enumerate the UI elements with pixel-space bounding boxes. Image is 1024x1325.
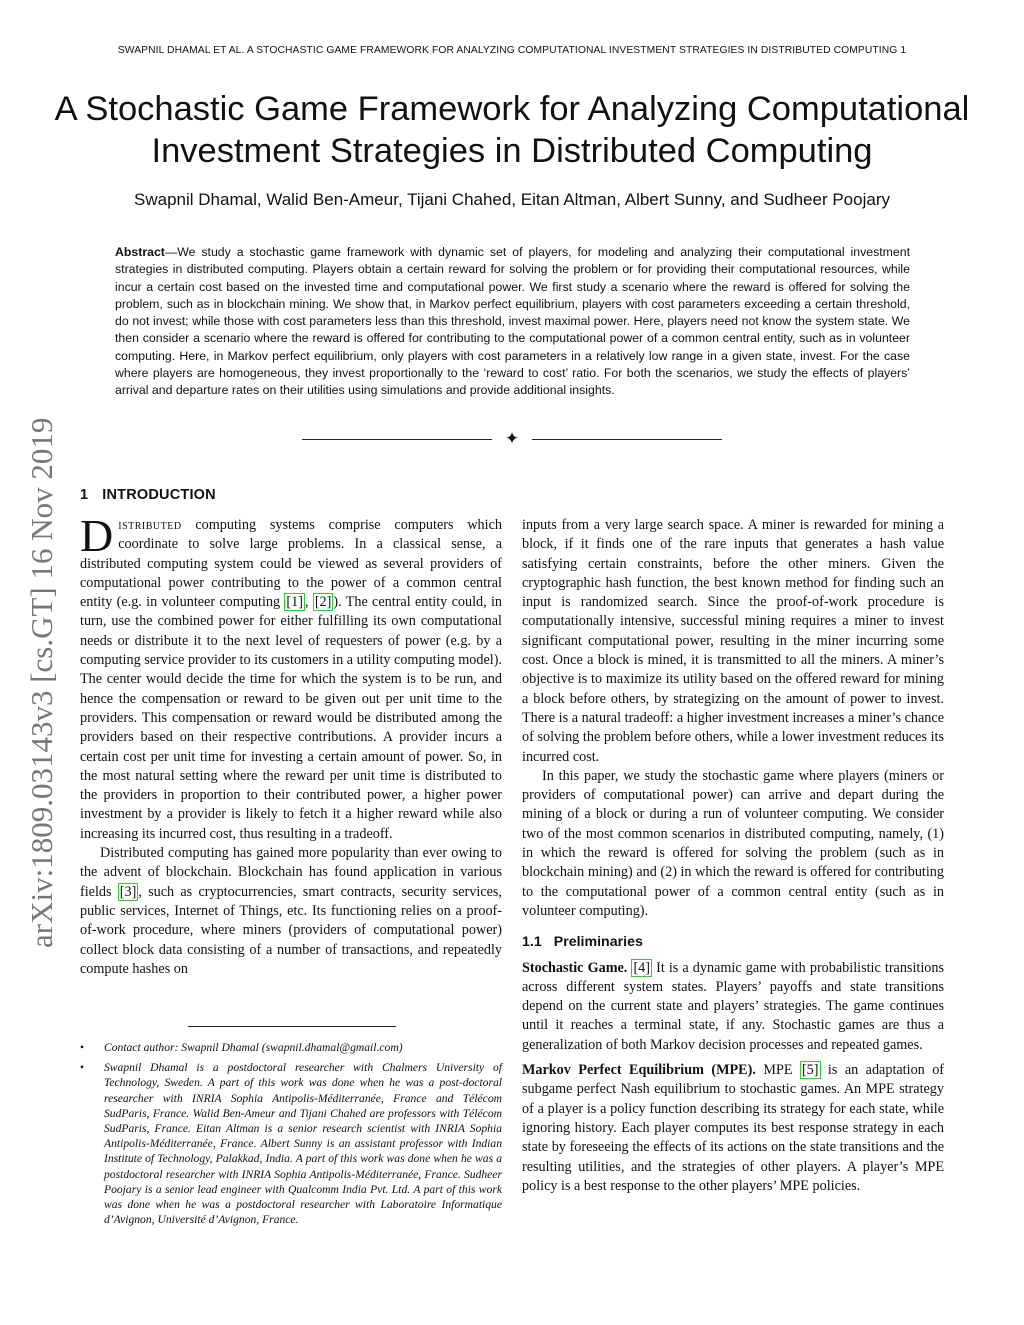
author-list: Swapnil Dhamal, Walid Ben-Ameur, Tijani Chahed, Eitan Altman, Albert Sunny, and Sudheer Poojary xyxy=(134,190,890,209)
abstract-text: —We study a stochastic game framework with dynamic set of players, for modeling and analyzing their computational investment strategies in distributed computing. Players obtain a certain reward for solving the problem or for providing their computational resources, while incur a certain cost based on the invested time and computational power. We first study a scenario where the reward is offered for solving the problem, such as in blockchain mining. We show that, in Markov perfect equilibrium, players with cost parameters exceeding a certain threshold, do not invest; while those with cost parameters less than this threshold, invest maximal power. Here, players need not know the system state. We then consider a scenario where the reward is offered for contributing to the computational power of a common central entity, such as in volunteer computing. Here, in Markov perfect equilibrium, only players with cost parameters in a relatively low range in a given state, invest. For the case where players are homogeneous, they invest proportionally to the ‘reward to cost’ ratio. For both the scenarios, we study the effects of players’ arrival and departure rates on their utilities using simulations and provide additional insights. xyxy=(115,245,910,398)
footnotes xyxy=(80,1040,502,1232)
divider-star-icon: ✦ xyxy=(504,429,520,449)
citation-link[interactable]: [1] xyxy=(286,594,303,611)
run-in-head: Markov Perfect Equilibrium (MPE). xyxy=(522,1062,756,1079)
section-heading-introduction xyxy=(80,487,216,503)
text-run: ). The central entity could, in turn, use the combined power for either fulfilling its own computational needs or distribute it to the next level of requesters of power (e.g. by a computing service provider to its customers in a utility computing model). The center would decide the time for which the system is to be run, and hence the compensation or reward to be given out per unit time to the providers. This compensation or reward would be distributed among the providers based on their respective contributions. A provider incurs a certain cost per unit time for investing a certain amount of power. So, in the most natural setting where the reward per unit time is distributed to the providers in proportion to their contributed power, a higher power investment by a provider is likely to fetch it a higher reward while also increasing its incurred cost, thus resulting in a tradeoff. xyxy=(80,594,503,842)
citation-link[interactable]: [5] xyxy=(801,1062,819,1079)
text-run: It is a dynamic game with probabilistic transitions across different system states. Players’ payoffs and state transitions depend on the current state and players’ strategies. The game continues until it reaches a terminal state, if any. Stochastic games are thus a generalization of both Markov decision processes and repeated games. xyxy=(522,959,944,1053)
text-run: Distributed computing has gained more popularity than ever owing to the advent of blockchain. Blockchain has found application in various fields xyxy=(80,845,502,900)
section-title: INTRODUCTION xyxy=(102,487,216,503)
left-column xyxy=(80,510,503,979)
divider-line-right xyxy=(532,439,722,440)
footnote-contact xyxy=(80,1040,502,1055)
drop-cap: D xyxy=(80,510,114,561)
text-run: , xyxy=(304,594,313,611)
citation-link[interactable]: [3] xyxy=(119,883,137,900)
subsection-heading-preliminaries xyxy=(522,933,944,952)
text-run: MPE xyxy=(755,1062,800,1079)
run-in-head: Stochastic Game. xyxy=(522,959,628,976)
paragraph-stochastic-game xyxy=(522,959,944,1055)
running-head: SWAPNIL DHAMAL ET AL. A STOCHASTIC GAME FRAMEWORK FOR ANALYZING COMPUTATIONAL INVESTMENT STRATEGIES IN DISTRIBUTED COMPUTING 1 xyxy=(117,45,907,56)
footnote-text: Contact author: Swapnil Dhamal (swapnil.dhamal@gmail.com) xyxy=(104,1041,403,1054)
footnote-rule xyxy=(188,1026,396,1027)
right-column xyxy=(522,516,944,1196)
text-run: computing systems comprise computers which coordinate to solve large problems. In a classical sense, a distributed computing system could be viewed as several providers of computational power contributing to the power of a common central entity (e.g. in volunteer computing xyxy=(80,517,502,611)
intro-paragraph-4: In this paper, we study the stochastic game where players (miners or providers of computational power) can arrive and depart during the mining of a block or during a run of volunteer computing. We consider two of the most common scenarios in distributed computing, namely, (1) in which the reward is offered for solving the problem (such as in blockchain mining) and (2) in which the reward is offered for contributing to the computational power of a common central entity (such as in volunteer computing). xyxy=(522,767,944,919)
footnote-affiliations xyxy=(80,1060,502,1227)
citation-link[interactable]: [4] xyxy=(633,959,650,976)
subsection-number: 1.1 xyxy=(522,934,542,951)
text-run: , such as cryptocurrencies, smart contracts, security services, public services, Internet of Things, etc. Its functioning relies on a proof-of-work procedure, where miners (providers of computational power) collect block data consisting of a number of transactions, and repeatedly compute hashes on xyxy=(80,883,502,977)
subsection-title: Preliminaries xyxy=(553,934,643,951)
abstract xyxy=(115,244,910,400)
smallcaps-word: istributed xyxy=(118,517,182,533)
divider-line-left xyxy=(302,439,492,440)
paragraph-mpe xyxy=(522,1061,944,1196)
section-divider xyxy=(302,430,722,450)
footnote-text: Swapnil Dhamal is a postdoctoral researcher with Chalmers University of Technology, Sweden. A part of this work was done when he was a post-doctoral researcher with INRIA Sophia Antipolis-Méditerranée, France and Télécom SudParis, France. Walid Ben-Ameur and Tijani Chahed are professors with Télécom SudParis, France. Eitan Altman is a senior research scientist with INRIA Sophia Antipolis-Méditerranée, France. Albert Sunny is an assistant professor with Indian Institute of Technology, Palakkad, India. A part of this work was done when he was a postdoctoral researcher with INRIA Sophia Antipolis-Méditerranée, France. Sudheer Poojary is a senior lead engineer with Qualcomm India Pvt. Ltd. A part of this work was done when he was a postdoctoral researcher with Laboratoire Informatique d’Avignon, Université d’Avignon, France. xyxy=(104,1061,502,1227)
title-line-1: A Stochastic Game Framework for Analyzing Computational xyxy=(54,90,970,128)
arxiv-identifier: arXiv:1809.03143v3 [cs.GT] 16 Nov 2019 xyxy=(24,417,59,948)
title-line-2: Investment Strategies in Distributed Computing xyxy=(151,132,873,170)
paper-title xyxy=(40,88,984,172)
intro-paragraph-2 xyxy=(80,844,502,979)
intro-paragraph-3: inputs from a very large search space. A miner is rewarded for mining a block, if it finds one of the rare inputs that generates a hash value satisfying certain constraints, before the other miners. Given the cryptographic hash function, the best known method for finding such an input is randomized search. Since the proof-of-work procedure is computationally intensive, successful mining requires a miner to invest significant computational power, resulting in the miner incurring some cost. Once a block is mined, it is transmitted to all the miners. A miner’s objective is to maximize its utility based on the offered reward for mining a block before others, by strategizing on the amount of power to invest. There is a natural tradeoff: a higher investment increases a miner’s chance of solving the problem before others, while a lower investment reduces its incurred cost. xyxy=(522,517,944,765)
bullet-icon: • xyxy=(80,1041,85,1054)
text-run: is an adaptation of subgame perfect Nash equilibrium to stochastic games. An MPE strategy of a player is a policy function describing its strategy for each state, while ignoring history. Each player computes its best response strategy in each state by foreseeing the effects of its actions on the state transitions and the resulting utilities, and the strategies of other players. A player’s MPE policy is a best response to the other players’ MPE policies. xyxy=(522,1062,945,1194)
bullet-icon: • xyxy=(80,1061,85,1075)
citation-link[interactable]: [2] xyxy=(314,594,332,611)
abstract-label: Abstract xyxy=(115,245,165,259)
section-number: 1 xyxy=(80,487,89,503)
intro-paragraph-1 xyxy=(80,510,503,844)
